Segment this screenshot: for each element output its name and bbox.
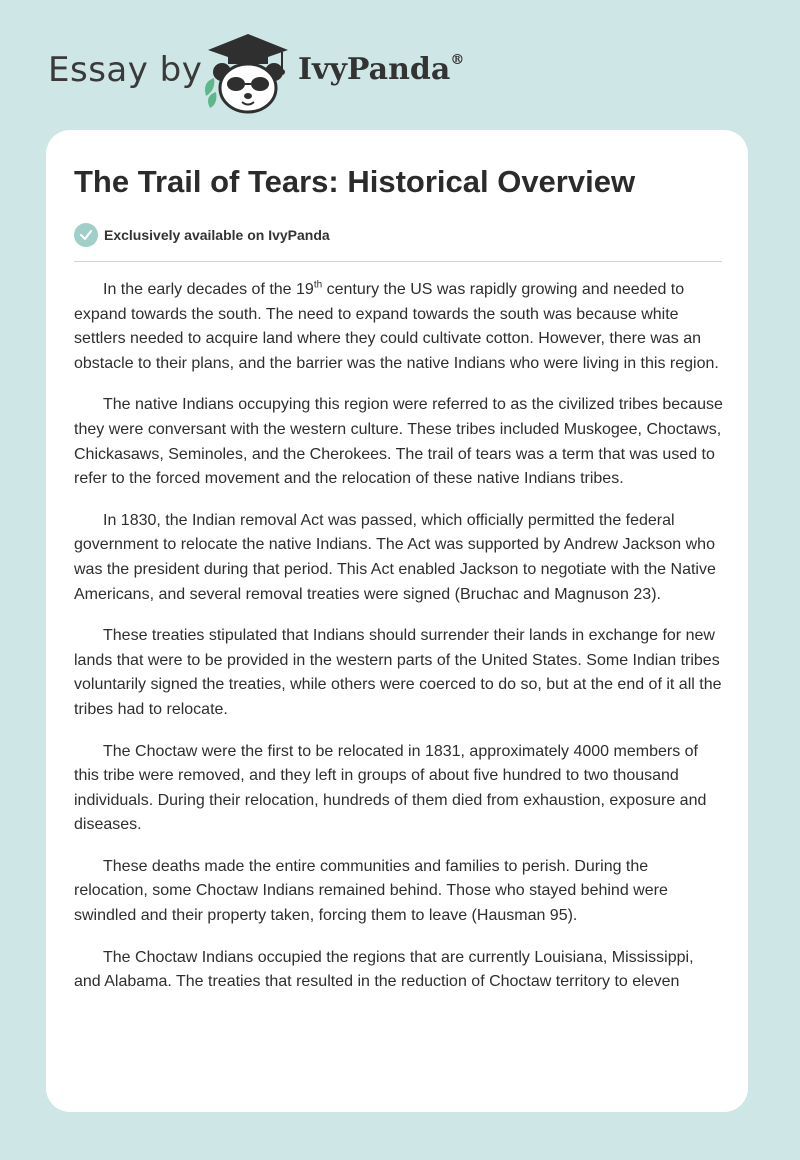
- divider: [74, 261, 722, 262]
- paragraph: The native Indians occupying this region were referred to as the civilized tribes because they were conversant with the western culture. These tribes included Muskogee, Choctaws, Chickasaws, Seminoles, and the Cherokees. The trail of tears was a term that was used to refer to the forced movement and the relocation of these native Indians tribes.: [74, 396, 723, 488]
- essay-by-label: Essay by: [48, 50, 203, 90]
- exclusive-badge: [74, 222, 330, 248]
- essay-body: [74, 278, 724, 1012]
- paragraph: In the early decades of the 19th century the US was rapidly growing and needed to expand towards the south. The need to expand towards the south was because white settlers needed to acquire land where they could cultivate cotton. However, there was an obstacle to their plans, and the barrier was the native Indians who were living in this region.: [74, 279, 719, 372]
- site-header: [0, 0, 800, 130]
- paragraph: The Choctaw Indians occupied the regions that are currently Louisiana, Mississippi, and Alabama. The treaties that resulted in the reduction of Choctaw territory to eleven: [74, 948, 694, 991]
- check-icon: [74, 223, 98, 247]
- panda-graduate-icon: [200, 30, 296, 116]
- paragraph: These treaties stipulated that Indians should surrender their lands in exchange for new lands that were to be provided in the western parts of the United States. Some Indian tribes voluntarily signed the treaties, while others were coerced to do so, but at the end of it all the tribes had to relocate.: [74, 627, 722, 718]
- brand-logo-text: IvyPanda®: [298, 52, 465, 87]
- paragraph: In 1830, the Indian removal Act was passed, which officially permitted the federal government to relocate the native Indians. The Act was supported by Andrew Jackson who was the president during that period. This Act enabled Jackson to negotiate with the Native Americans, and several removal treaties were signed (Bruchac and Magnuson 23).: [74, 511, 716, 603]
- badge-label: Exclusively available on IvyPanda: [104, 227, 330, 243]
- page-title: The Trail of Tears: Historical Overview: [74, 164, 636, 199]
- essay-card: [46, 130, 748, 1112]
- paragraph: These deaths made the entire communities and families to perish. During the relocation, some Choctaw Indians remained behind. Those who stayed behind were swindled and their property taken, forcing them to leave (Hausman 95).: [74, 857, 668, 925]
- paragraph: The Choctaw were the first to be relocated in 1831, approximately 4000 members of this tribe were removed, and they left in groups of about five hundred to two thousand individuals. During their relocation, hundreds of them died from exhaustion, exposure and diseases.: [74, 742, 707, 834]
